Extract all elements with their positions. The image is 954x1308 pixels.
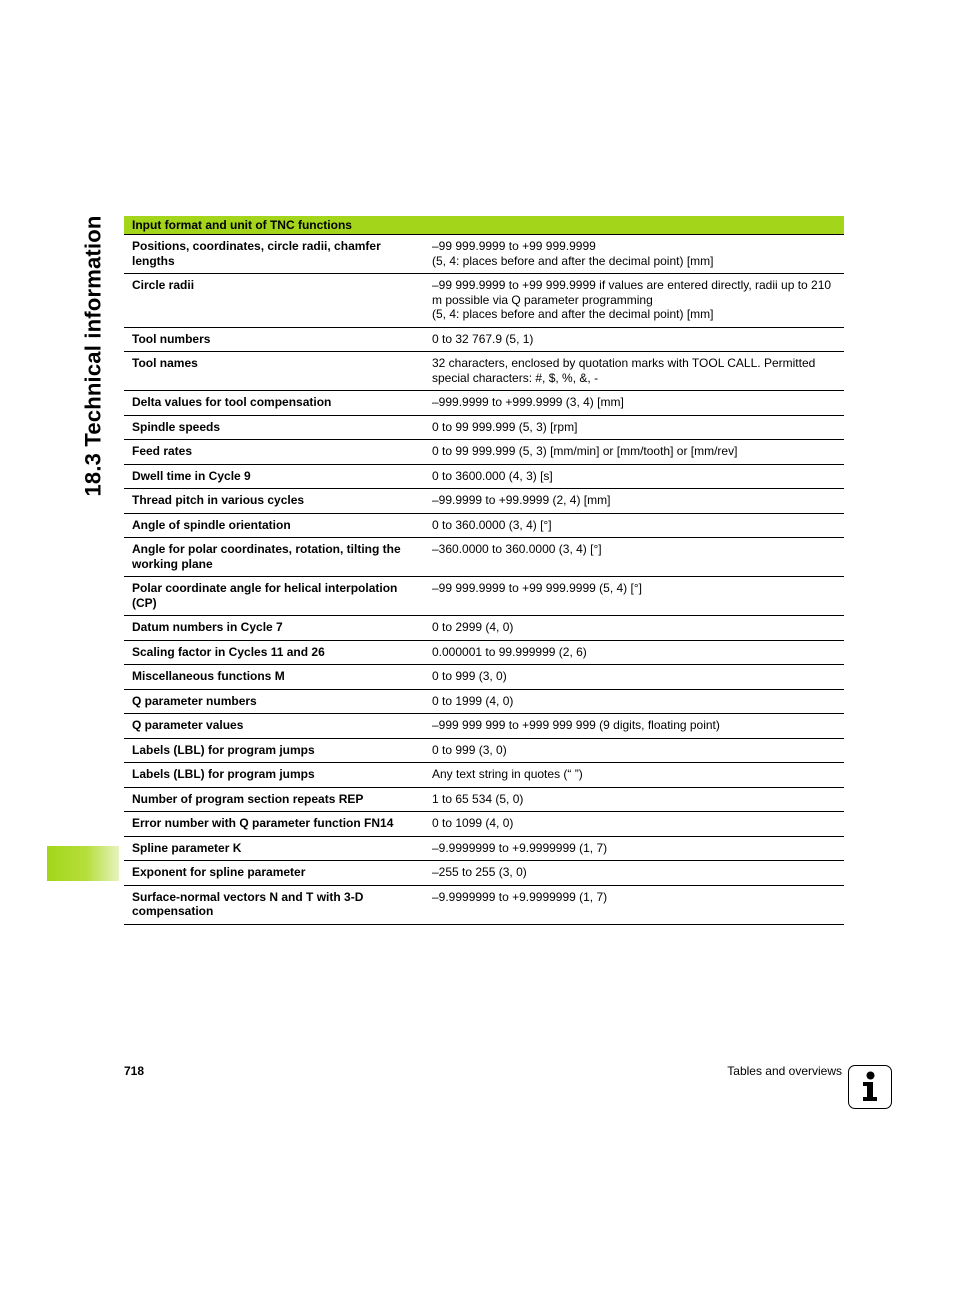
row-function-name: Datum numbers in Cycle 7 <box>124 616 417 641</box>
row-input-range: 32 characters, enclosed by quotation marks with TOOL CALL. Permitted special characters: #, $, %, &, - <box>417 352 844 391</box>
row-function-name: Tool names <box>124 352 417 391</box>
input-format-table <box>124 216 844 925</box>
row-function-name: Q parameter numbers <box>124 689 417 714</box>
table-row <box>124 489 844 514</box>
row-function-name: Scaling factor in Cycles 11 and 26 <box>124 640 417 665</box>
table-row <box>124 464 844 489</box>
table-header-row <box>124 216 844 235</box>
table-row <box>124 738 844 763</box>
table-row <box>124 440 844 465</box>
table-row <box>124 812 844 837</box>
row-function-name: Q parameter values <box>124 714 417 739</box>
table-row <box>124 274 844 328</box>
table-row <box>124 640 844 665</box>
table-row <box>124 352 844 391</box>
row-function-name: Angle for polar coordinates, rotation, tilting the working plane <box>124 538 417 577</box>
row-input-range: –999 999 999 to +999 999 999 (9 digits, floating point) <box>417 714 844 739</box>
table-row <box>124 861 844 886</box>
row-input-range: –99.9999 to +99.9999 (2, 4) [mm] <box>417 489 844 514</box>
row-function-name: Circle radii <box>124 274 417 328</box>
row-input-range: 0 to 1999 (4, 0) <box>417 689 844 714</box>
row-function-name: Feed rates <box>124 440 417 465</box>
row-input-range: –99 999.9999 to +99 999.9999 (5, 4: places before and after the decimal point) [mm] <box>417 235 844 274</box>
row-input-range: 0 to 32 767.9 (5, 1) <box>417 327 844 352</box>
row-function-name: Surface-normal vectors N and T with 3-D compensation <box>124 885 417 924</box>
row-input-range: 0 to 999 (3, 0) <box>417 665 844 690</box>
page-number: 718 <box>124 1064 145 1078</box>
row-function-name: Labels (LBL) for program jumps <box>124 738 417 763</box>
row-input-range: 0 to 99 999.999 (5, 3) [mm/min] or [mm/tooth] or [mm/rev] <box>417 440 844 465</box>
table-row <box>124 787 844 812</box>
row-function-name: Delta values for tool compensation <box>124 391 417 416</box>
table-row <box>124 235 844 274</box>
row-input-range: 0 to 99 999.999 (5, 3) [rpm] <box>417 415 844 440</box>
table-row <box>124 391 844 416</box>
row-input-range: –9.9999999 to +9.9999999 (1, 7) <box>417 836 844 861</box>
row-input-range: 0 to 2999 (4, 0) <box>417 616 844 641</box>
row-input-range: –360.0000 to 360.0000 (3, 4) [°] <box>417 538 844 577</box>
row-input-range: –99 999.9999 to +99 999.9999 (5, 4) [°] <box>417 577 844 616</box>
row-function-name: Tool numbers <box>124 327 417 352</box>
row-function-name: Labels (LBL) for program jumps <box>124 763 417 788</box>
table-body <box>124 235 844 925</box>
row-function-name: Spline parameter K <box>124 836 417 861</box>
info-icon <box>848 1065 892 1109</box>
row-function-name: Spindle speeds <box>124 415 417 440</box>
table-row <box>124 538 844 577</box>
row-function-name: Error number with Q parameter function FN14 <box>124 812 417 837</box>
table-row <box>124 577 844 616</box>
row-input-range: 0.000001 to 99.999999 (2, 6) <box>417 640 844 665</box>
row-function-name: Thread pitch in various cycles <box>124 489 417 514</box>
chapter-tab <box>47 846 119 881</box>
row-function-name: Polar coordinate angle for helical interpolation (CP) <box>124 577 417 616</box>
row-function-name: Positions, coordinates, circle radii, chamfer lengths <box>124 235 417 274</box>
table-row <box>124 415 844 440</box>
row-function-name: Dwell time in Cycle 9 <box>124 464 417 489</box>
row-input-range: –99 999.9999 to +99 999.9999 if values are entered directly, radii up to 210 m possible via Q parameter programming (5, 4: places before and after the decimal point) [mm] <box>417 274 844 328</box>
table-row <box>124 513 844 538</box>
table-row <box>124 327 844 352</box>
row-input-range: –999.9999 to +999.9999 (3, 4) [mm] <box>417 391 844 416</box>
row-input-range: 1 to 65 534 (5, 0) <box>417 787 844 812</box>
table-header: Input format and unit of TNC functions <box>124 216 844 235</box>
row-input-range: 0 to 3600.000 (4, 3) [s] <box>417 464 844 489</box>
row-input-range: 0 to 999 (3, 0) <box>417 738 844 763</box>
table-row <box>124 665 844 690</box>
row-input-range: –9.9999999 to +9.9999999 (1, 7) <box>417 885 844 924</box>
row-function-name: Angle of spindle orientation <box>124 513 417 538</box>
row-input-range: –255 to 255 (3, 0) <box>417 861 844 886</box>
row-input-range: Any text string in quotes (“ ”) <box>417 763 844 788</box>
row-input-range: 0 to 1099 (4, 0) <box>417 812 844 837</box>
section-title: 18.3 Technical information <box>81 215 106 497</box>
table-row <box>124 836 844 861</box>
table-row <box>124 763 844 788</box>
table-row <box>124 616 844 641</box>
table-row <box>124 714 844 739</box>
table-row <box>124 885 844 924</box>
row-function-name: Miscellaneous functions M <box>124 665 417 690</box>
row-function-name: Exponent for spline parameter <box>124 861 417 886</box>
footer-label: Tables and overviews <box>727 1064 842 1078</box>
table-row <box>124 689 844 714</box>
row-function-name: Number of program section repeats REP <box>124 787 417 812</box>
row-input-range: 0 to 360.0000 (3, 4) [°] <box>417 513 844 538</box>
